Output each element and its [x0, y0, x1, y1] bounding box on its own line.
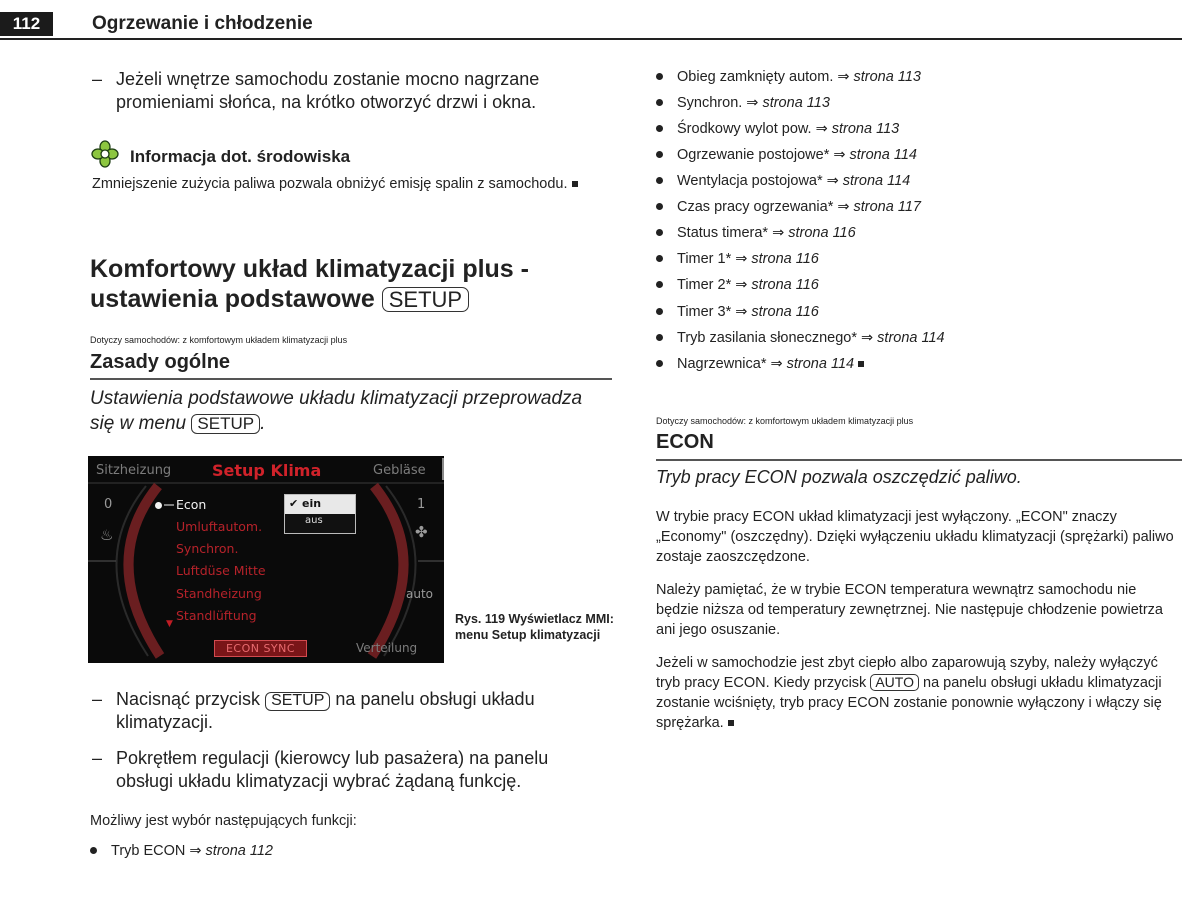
econ-paragraph: W trybie pracy ECON układ klimatyzacji jest wyłączony. „ECON" znaczy „Economy" (oszczędny). Dzięki wyłączeniu układu klimatyzacji (sprężarki) paliwo zostaje zaoszczędzone. — [656, 509, 1174, 565]
end-mark — [728, 720, 734, 726]
list-item — [656, 302, 819, 322]
mmi-seat-level: 0 — [104, 497, 113, 512]
mmi-screen-graphics — [88, 456, 444, 663]
list-item — [656, 249, 819, 269]
page-reference: strona 114 — [842, 173, 911, 189]
mmi-menu-item: Standheizung — [176, 586, 262, 601]
page-reference: strona 116 — [751, 277, 819, 293]
page-reference: strona 112 — [205, 843, 273, 859]
lead-text — [90, 386, 610, 436]
applies-to-note: Dotyczy samochodów: z komfortowym układem klimatyzacji plus — [90, 335, 348, 345]
applies-to-note: Dotyczy samochodów: z komfortowym układem klimatyzacji plus — [656, 416, 914, 426]
mmi-auto-label: auto — [406, 587, 434, 601]
setup-key-badge: SETUP — [265, 692, 330, 711]
mmi-menu-item: Luftdüse Mitte — [176, 563, 266, 578]
page-reference: strona 116 — [751, 251, 819, 267]
selection-dot-icon — [155, 502, 162, 509]
mmi-menu-item: Synchron. — [176, 541, 239, 556]
list-item-label: Tryb zasilania słonecznego* — [677, 330, 858, 346]
list-item-label: Wentylacja postojowa* — [677, 173, 823, 189]
list-item-label: Tryb ECON — [111, 843, 186, 859]
arrow-icon: ⇒ — [837, 69, 850, 85]
arrow-icon: ⇒ — [833, 147, 846, 163]
mmi-menu-item: Umluftautom. — [176, 519, 263, 534]
env-info-title: Informacja dot. środowiska — [130, 147, 351, 166]
list-item-label: Timer 2* — [677, 277, 732, 293]
arrow-icon: ⇒ — [735, 304, 748, 320]
bullet-icon — [656, 229, 663, 236]
figure-caption: Rys. 119 Wyświetlacz MMI: menu Setup klimatyzacji — [455, 612, 614, 642]
step-1-after: na panelu obsługi układu klimatyzacji. — [116, 689, 535, 732]
header-rule — [0, 38, 1182, 40]
step-1-text — [92, 688, 602, 734]
arrow-icon: ⇒ — [826, 173, 839, 189]
mmi-distribution-label: Verteilung — [356, 641, 418, 655]
mmi-screen-figure — [88, 456, 444, 663]
mmi-title: Setup Klima — [212, 461, 322, 480]
lead-text-end: . — [260, 413, 266, 434]
step-1 — [92, 688, 602, 734]
econ-paragraph: Należy pamiętać, że w trybie ECON temperatura wewnątrz samochodu nie będzie niższa od temperatury zewnętrznej. Nie następuje chłodzenie powietrza ani jego osuszanie. — [656, 582, 1163, 638]
bullet-icon — [656, 360, 663, 367]
arrow-icon: ⇒ — [735, 251, 748, 267]
arrow-icon: ⇒ — [861, 330, 874, 346]
bullet-icon — [656, 73, 663, 80]
intro-step — [92, 68, 602, 114]
page-reference: strona 114 — [849, 147, 917, 163]
mmi-fan-level: 1 — [417, 497, 426, 512]
mmi-option-popup — [284, 494, 356, 534]
bullet-icon — [656, 255, 663, 262]
functions-intro: Możliwy jest wybór następujących funkcji: — [90, 813, 357, 829]
section-title-general: Zasady ogólne — [90, 351, 231, 373]
bullet-icon — [656, 99, 663, 106]
page-reference: strona 114 — [877, 330, 945, 346]
mmi-tab-seat-heating: Sitzheizung — [96, 463, 172, 478]
end-mark — [572, 181, 578, 187]
list-item — [656, 328, 945, 348]
arrow-icon: ⇒ — [735, 277, 748, 293]
list-item-label: Nagrzewnica* — [677, 356, 767, 372]
dash-marker: – — [92, 689, 103, 709]
mmi-option-off: aus — [305, 515, 323, 526]
scroll-down-icon: ▼ — [166, 619, 173, 629]
section-title-econ: ECON — [656, 431, 714, 453]
list-item — [656, 171, 910, 191]
bullet-icon — [656, 177, 663, 184]
econ-paragraph — [656, 653, 1180, 733]
list-item — [656, 93, 830, 113]
page-reference: strona 113 — [762, 95, 830, 111]
page-reference: strona 113 — [831, 121, 900, 137]
list-item — [656, 223, 856, 243]
intro-step-text: Jeżeli wnętrze samochodu zostanie mocno nagrzane promieniami słońca, na krótko otworzyć drzwi i okna. — [116, 69, 540, 112]
mmi-tab-blower: Gebläse — [373, 463, 426, 478]
bullet-icon — [656, 125, 663, 132]
running-header: Ogrzewanie i chłodzenie — [92, 13, 313, 34]
end-mark — [858, 361, 864, 367]
arrow-icon: ⇒ — [772, 225, 785, 241]
list-item — [90, 841, 273, 861]
list-item — [656, 67, 921, 87]
list-item-label: Środkowy wylot pow. — [677, 121, 812, 137]
list-item — [656, 197, 921, 217]
list-item-label: Obieg zamknięty autom. — [677, 69, 834, 85]
econ-paragraph-before: Jeżeli w samochodzie jest zbyt ciepło albo zaparowują szyby, należy wyłączyć tryb pracy ECON. Kiedy przycisk — [656, 655, 1158, 691]
list-item — [656, 275, 819, 295]
page-reference: strona 116 — [751, 304, 819, 320]
page-reference: strona 114 — [786, 356, 855, 372]
list-item-label: Synchron. — [677, 95, 743, 111]
bullet-icon — [656, 151, 663, 158]
mmi-option-on: ✔ ein — [289, 497, 322, 510]
step-2 — [92, 747, 602, 793]
page-title-text: Komfortowy układ klimatyzacji plus - ustawienia podstawowe — [90, 255, 529, 313]
list-item-label: Timer 3* — [677, 304, 732, 320]
dash-marker: – — [92, 748, 103, 768]
bullet-icon — [656, 203, 663, 210]
bullet-icon — [656, 334, 663, 341]
auto-key-badge: AUTO — [870, 674, 919, 691]
econ-paragraph-after: na panelu obsługi układu klimatyzacji zostanie wciśnięty, tryb pracy ECON zostanie ponownie wyłączony i włączy się sprężarka. — [656, 675, 1162, 731]
arrow-icon: ⇒ — [837, 199, 850, 215]
seat-icon: ♨ — [100, 526, 114, 544]
setup-key-badge: SETUP — [382, 287, 469, 312]
env-info-text — [92, 174, 592, 195]
section-rule — [656, 459, 1182, 461]
env-info-body: Zmniejszenie zużycia paliwa pozwala obniżyć emisję spalin z samochodu. — [92, 176, 568, 192]
list-item-label: Timer 1* — [677, 251, 732, 267]
arrow-icon: ⇒ — [746, 95, 759, 111]
flower-icon — [90, 139, 120, 169]
list-item — [656, 145, 917, 165]
section-rule — [90, 378, 612, 380]
list-item-label: Ogrzewanie postojowe* — [677, 147, 830, 163]
step-1-before: Nacisnąć przycisk — [116, 689, 261, 709]
arrow-icon: ⇒ — [815, 121, 828, 137]
list-item — [656, 354, 864, 374]
arrow-icon: ⇒ — [770, 356, 783, 372]
list-item-label: Czas pracy ogrzewania* — [677, 199, 834, 215]
mmi-econ-sync-buttons: ECON SYNC — [214, 640, 307, 657]
lead-text-body: Ustawienia podstawowe układu klimatyzacji przeprowadza się w menu — [90, 388, 583, 434]
setup-key-badge: SETUP — [191, 414, 260, 434]
bullet-icon — [656, 281, 663, 288]
page-reference: strona 117 — [853, 199, 921, 215]
page-reference: strona 113 — [853, 69, 921, 85]
list-item-label: Status timera* — [677, 225, 769, 241]
page-number: 112 — [0, 12, 53, 36]
arrow-icon: ⇒ — [189, 843, 202, 859]
list-item — [656, 119, 899, 139]
bullet-icon — [90, 847, 97, 854]
mmi-menu-item: Econ — [176, 497, 207, 512]
page-reference: strona 116 — [788, 225, 856, 241]
step-2-text: Pokrętłem regulacji (kierowcy lub pasażera) na panelu obsługi układu klimatyzacji wybrać żądaną funkcję. — [116, 748, 549, 791]
bullet-icon — [656, 308, 663, 315]
page-title — [90, 254, 620, 314]
mmi-menu-item: Standlüftung — [176, 608, 257, 623]
econ-lead-text: Tryb pracy ECON pozwala oszczędzić paliwo. — [656, 467, 1022, 487]
dash-marker: – — [92, 69, 103, 89]
fan-icon: ✤ — [415, 523, 428, 541]
